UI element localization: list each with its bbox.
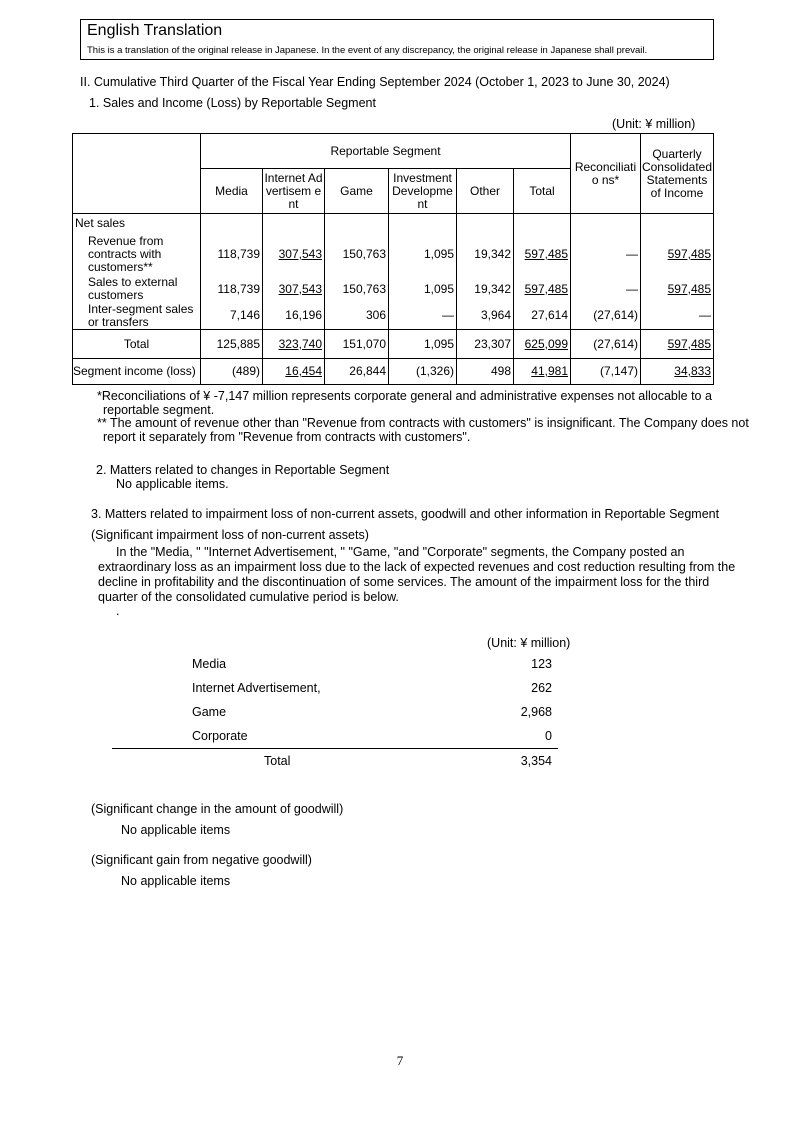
cell-value: 597,485: [667, 336, 711, 351]
cell-value: 26,844: [325, 359, 389, 385]
impairment-total-value: 3,354: [520, 754, 552, 768]
header-total: Total: [514, 169, 571, 214]
negative-goodwill-text: No applicable items: [121, 874, 231, 888]
cell-value: 23,307: [457, 330, 514, 359]
cell-value: 1,095: [389, 330, 457, 359]
header-blank-2: [73, 169, 201, 214]
table-row-total: [112, 749, 558, 774]
goodwill-subtitle: (Significant change in the amount of goodwill): [91, 802, 344, 816]
impairment-unit: (Unit: ¥ million): [487, 636, 571, 650]
cell-value: 118,739: [201, 234, 263, 276]
cell-value: 41,981: [531, 364, 568, 378]
cell-value: (27,614): [571, 330, 641, 359]
goodwill-text: No applicable items: [121, 823, 231, 837]
cell-value: 16,454: [285, 364, 322, 378]
impairment-para-line-4: quarter of the consolidated cumulative period is below.: [98, 590, 399, 604]
negative-goodwill-subtitle: (Significant gain from negative goodwill): [91, 853, 312, 867]
impairment-label: Media: [192, 657, 227, 671]
header-game: Game: [325, 169, 389, 214]
cell-value: 597,485: [667, 247, 711, 261]
impairment-value: 262: [531, 681, 552, 695]
cell-value: 34,833: [674, 364, 711, 378]
cell-value: 625,099: [524, 336, 568, 351]
impairment-para-line-1: In the "Media, " "Internet Advertisement, " "Game, "and "Corporate" segments, the Company posted an: [116, 545, 685, 559]
cell-value: 7,146: [201, 303, 263, 330]
cell-value: (489): [201, 359, 263, 385]
segment-table: [72, 133, 714, 385]
cell-value: 19,342: [457, 276, 514, 303]
table-row: [112, 724, 558, 749]
header-blank: [73, 134, 201, 169]
cell-value: 150,763: [325, 234, 389, 276]
cell-value: 323,740: [278, 336, 322, 351]
section-3-title: 3. Matters related to impairment loss of non-current assets, goodwill and other information in Reportable Segment: [91, 507, 720, 521]
cell-value: 118,739: [201, 276, 263, 303]
table-row: [112, 700, 558, 724]
header-reconciliations: Reconciliatio ns*: [571, 134, 641, 214]
impairment-subtitle: (Significant impairment loss of non-current assets): [91, 528, 369, 542]
cell-value: —: [571, 276, 641, 303]
cell-value: 597,485: [667, 281, 711, 296]
cell-value: 1,095: [389, 234, 457, 276]
table-row: [112, 676, 558, 700]
cell-value: 3,964: [457, 303, 514, 330]
impairment-label: Game: [192, 705, 227, 719]
cell-value: 1,095: [389, 276, 457, 303]
table-row: [73, 276, 714, 303]
cell-value: (27,614): [571, 303, 641, 330]
row-label: Total: [73, 330, 201, 359]
table-row: [73, 359, 714, 385]
cell-value: —: [571, 234, 641, 276]
segment-table-unit: (Unit: ¥ million): [612, 117, 696, 131]
row-label: Segment income (loss): [73, 359, 201, 385]
translation-notice-box: [80, 19, 714, 60]
header-quarterly-consolidated: Quarterly Consolidated Statements of Income: [641, 134, 714, 214]
cell-value: —: [389, 303, 457, 330]
section-2-text: No applicable items.: [116, 477, 229, 491]
cell-value: 306: [325, 303, 389, 330]
table-row: [73, 234, 714, 276]
footnote-revenue-cont: report it separately from "Revenue from contracts with customers".: [103, 430, 471, 444]
page-number: 7: [396, 1053, 404, 1068]
cell-value: 19,342: [457, 234, 514, 276]
section-title: II. Cumulative Third Quarter of the Fiscal Year Ending September 2024 (October 1, 2023 to June 30, 2024): [80, 75, 670, 89]
row-label: Inter-segment sales or transfers: [73, 303, 201, 330]
header-reportable-segment: Reportable Segment: [201, 134, 571, 169]
cell-value: 27,614: [514, 303, 571, 330]
header-media: Media: [201, 169, 263, 214]
cell-value: 307,543: [278, 247, 322, 261]
table-row: [73, 303, 714, 330]
footnote-reconciliations: *Reconciliations of ¥ -7,147 million represents corporate general and administrative expenses not allocable to a: [97, 389, 712, 403]
footnote-reconciliations-cont: reportable segment.: [103, 403, 215, 417]
table-row: [112, 652, 558, 676]
header-investment-development: Investment Developme nt: [389, 169, 457, 214]
row-label-net-sales: Net sales: [73, 214, 201, 234]
cell-value: 597,485: [524, 247, 568, 261]
impairment-value: 0: [452, 724, 558, 749]
header-other: Other: [457, 169, 514, 214]
impairment-label: Corporate: [192, 724, 452, 749]
cell-value: 597,485: [524, 281, 568, 296]
cell-value: 151,070: [325, 330, 389, 359]
impairment-value: 2,968: [520, 705, 552, 719]
table-row: [73, 330, 714, 359]
cell-value: (1,326): [389, 359, 457, 385]
cell-value: 16,196: [263, 303, 325, 330]
cell-value: (7,147): [571, 359, 641, 385]
impairment-total-label: Total: [264, 754, 291, 768]
cell-value: 498: [457, 359, 514, 385]
section-2-title: 2. Matters related to changes in Reportable Segment: [96, 463, 390, 477]
cell-value: 125,885: [201, 330, 263, 359]
notice-text: This is a translation of the original release in Japanese. In the event of any discrepancy, the original release in Japanese shall prevail.: [87, 45, 648, 56]
cell-value: 150,763: [325, 276, 389, 303]
impairment-para-line-3: decline in profitability and the discontinuation of some services. The amount of the impairment loss for the third: [98, 575, 710, 589]
cell-value: —: [641, 303, 714, 330]
impairment-para-line-2: extraordinary loss as an impairment loss due to the lack of expected revenues and cost reduction resulting from the: [98, 560, 736, 574]
impairment-table: [112, 652, 558, 773]
row-label: Revenue from contracts with customers**: [73, 234, 201, 276]
row-label: Sales to external customers: [73, 276, 201, 303]
header-internet-advertisement: Internet Advertisem ent: [263, 169, 325, 214]
footnote-revenue: ** The amount of revenue other than "Revenue from contracts with customers" is insignificant. The Company does not: [97, 416, 749, 430]
impairment-label: Internet Advertisement,: [192, 681, 321, 695]
cell-value: 307,543: [278, 281, 322, 296]
notice-title: English Translation: [87, 22, 223, 39]
impairment-value: 123: [531, 657, 552, 671]
impairment-para-dot: .: [116, 604, 120, 618]
segment-table-title: 1. Sales and Income (Loss) by Reportable Segment: [89, 96, 376, 110]
